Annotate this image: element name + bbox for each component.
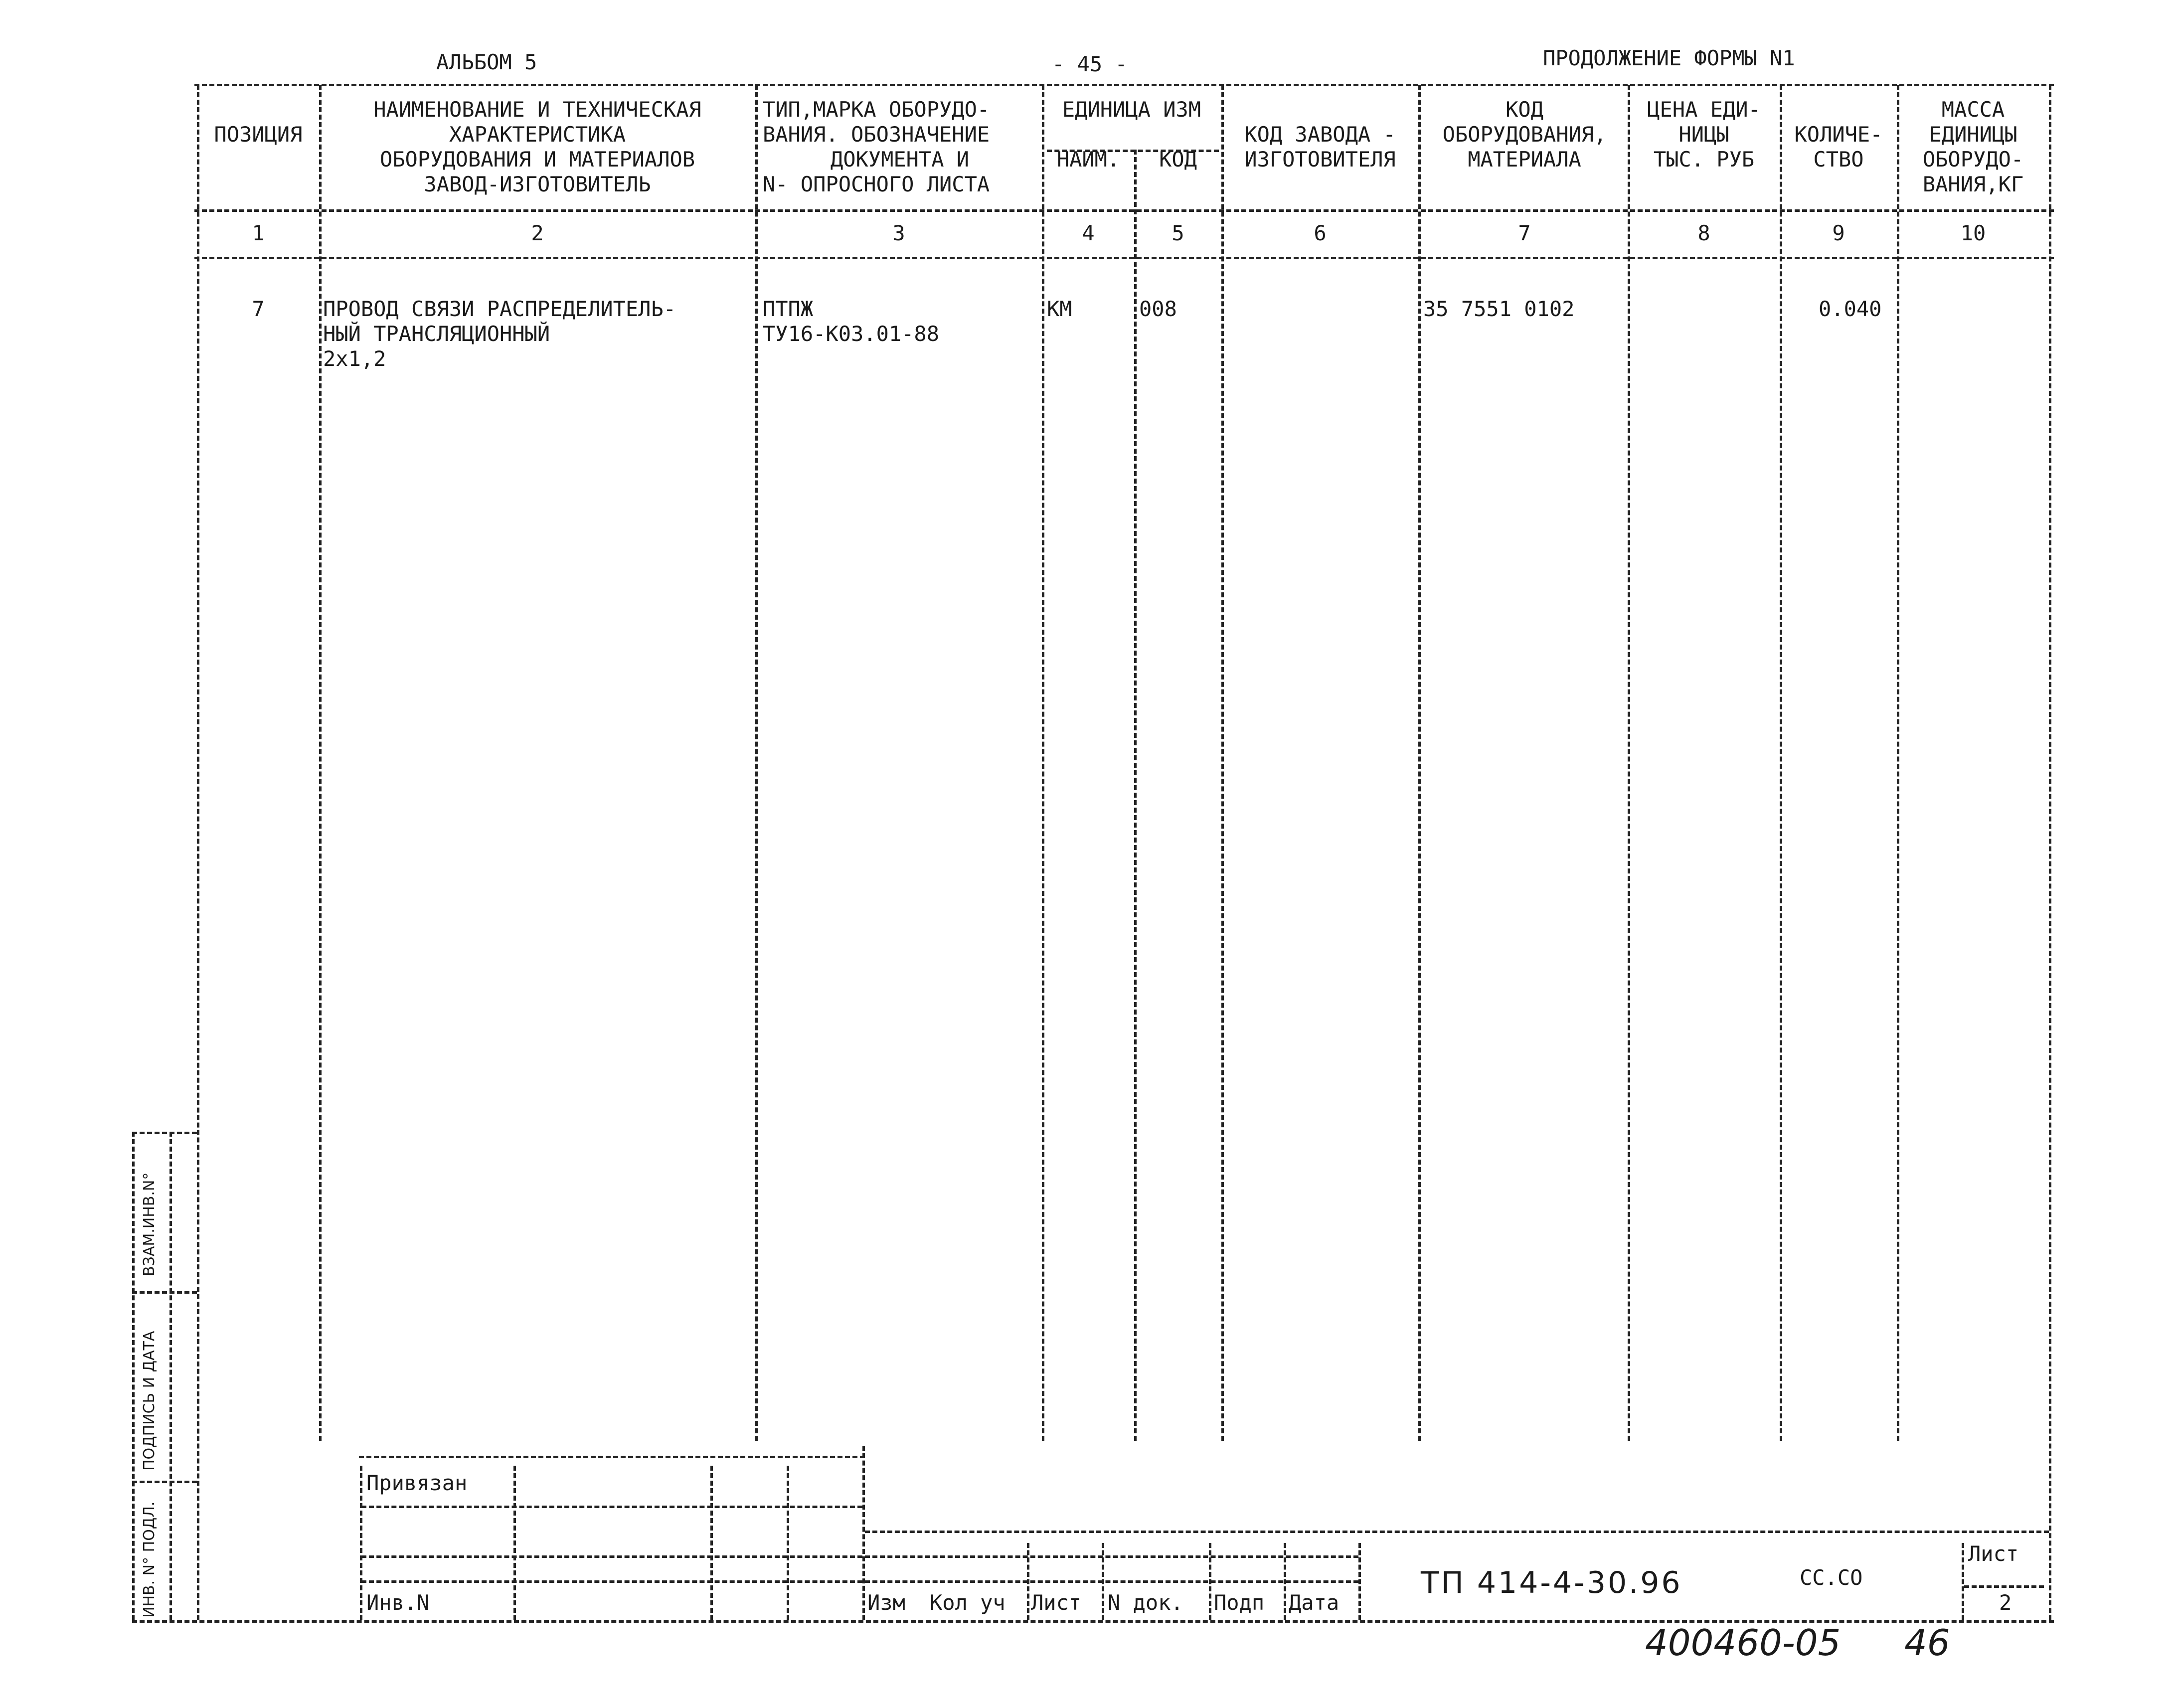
title-block-top-rule xyxy=(359,1456,865,1458)
side-stamp-right-rule xyxy=(169,1132,172,1620)
side-stamp-rule-2 xyxy=(132,1291,197,1294)
title-block-divider xyxy=(862,1446,865,1620)
col-number-9: 9 xyxy=(1832,221,1845,245)
title-block-row-rule-1 xyxy=(361,1506,862,1508)
col-header-3-line-2: ВАНИЯ. ОБОЗНАЧЕНИЕ xyxy=(763,122,990,147)
row-type-line-1: ПТПЖ xyxy=(763,297,814,321)
sign-col-rule-3 xyxy=(1209,1543,1211,1620)
page-number: - 45 - xyxy=(1052,52,1128,76)
header-bottom-rule xyxy=(194,209,2054,212)
title-block-row-rule-3 xyxy=(361,1580,862,1583)
sign-col-rule-4 xyxy=(1284,1543,1286,1620)
row-unit-name: КМ xyxy=(1047,297,1072,321)
col-header-3-line-1: ТИП,МАРКА ОБОРУДО- xyxy=(763,97,990,122)
sign-col-rule-2 xyxy=(1102,1543,1104,1620)
title-block-col-rule-2 xyxy=(710,1466,713,1620)
col-number-5: 5 xyxy=(1172,221,1184,245)
col-header-7-line-3: МАТЕРИАЛА xyxy=(1468,147,1581,171)
sign-col-rule-5 xyxy=(1358,1543,1361,1620)
col-header-6-line-1: КОД ЗАВОДА - xyxy=(1244,122,1396,147)
col-number-4: 4 xyxy=(1082,221,1095,245)
col-header-6-line-2: ИЗГОТОВИТЕЛЯ xyxy=(1244,147,1396,171)
col-header-4: НАИМ. xyxy=(1056,147,1120,171)
col-number-7: 7 xyxy=(1518,221,1531,245)
sheet-box-divider xyxy=(1964,1585,2044,1588)
col-divider-9 xyxy=(1897,85,1899,1441)
sheet-number: 2 xyxy=(1999,1590,2012,1615)
count-label: Кол уч xyxy=(930,1590,1006,1615)
handwritten-archive-number: 400460-05 xyxy=(1645,1622,1841,1664)
numbers-bottom-rule xyxy=(194,257,2054,259)
sheet-col-label: Лист xyxy=(1031,1590,1082,1615)
col-header-10-line-2: ЕДИНИЦЫ xyxy=(1929,122,2017,147)
title-block-col-rule-3 xyxy=(787,1466,789,1620)
col-divider-7 xyxy=(1628,85,1630,1441)
form-continuation: ПРОДОЛЖЕНИЕ ФОРМЫ N1 xyxy=(1543,46,1795,70)
col-header-3-line-4: N- ОПРОСНОГО ЛИСТА xyxy=(763,172,990,196)
col-header-9-line-2: СТВО xyxy=(1813,147,1864,171)
replaced-inv-label: ВЗАМ.ИНВ.N° xyxy=(141,1172,158,1276)
table-left-border xyxy=(197,85,199,1620)
side-stamp-top-rule xyxy=(132,1132,197,1134)
col-number-6: 6 xyxy=(1314,221,1327,245)
sheet-label: Лист xyxy=(1968,1541,2019,1566)
col-divider-4 xyxy=(1134,150,1137,1441)
col-divider-6 xyxy=(1418,85,1421,1441)
col-header-7-line-2: ОБОРУДОВАНИЯ, xyxy=(1442,122,1607,147)
doc-no-label: N док. xyxy=(1108,1590,1183,1615)
col-header-10-line-3: ОБОРУДО- xyxy=(1922,147,2024,171)
title-block-row-rule-2 xyxy=(361,1555,862,1558)
title-block-mid-rule xyxy=(865,1531,2049,1533)
col-divider-3 xyxy=(1042,85,1044,1441)
col-divider-8 xyxy=(1780,85,1782,1441)
side-stamp-left-rule xyxy=(132,1132,135,1620)
col-number-3: 3 xyxy=(892,221,905,245)
col-header-8-line-2: НИЦЫ xyxy=(1678,122,1729,147)
document-code: ТП 414-4-30.96 xyxy=(1421,1565,1682,1600)
col-header-10-line-4: ВАНИЯ,КГ xyxy=(1922,172,2024,196)
col-divider-2 xyxy=(755,85,758,1441)
row-quantity: 0.040 xyxy=(1819,297,1882,321)
sheet-box-rule xyxy=(1962,1543,1964,1620)
row-name-line-1: ПРОВОД СВЯЗИ РАСПРЕДЕЛИТЕЛЬ- xyxy=(323,297,676,321)
album-label: АЛЬБОМ 5 xyxy=(436,50,537,74)
sign-col-rule-1 xyxy=(1027,1543,1029,1620)
title-block-col-rule-1 xyxy=(513,1466,516,1620)
bound-label: Привязан xyxy=(366,1471,468,1495)
signature-label: Подп xyxy=(1214,1590,1265,1615)
col-number-2: 2 xyxy=(531,221,544,245)
col-header-8-line-1: ЦЕНА ЕДИ- xyxy=(1647,97,1761,122)
col-number-8: 8 xyxy=(1697,221,1710,245)
col-divider-5 xyxy=(1221,85,1224,1441)
inv-no-label: Инв.N xyxy=(366,1590,430,1615)
col-header-5: КОД xyxy=(1159,147,1197,171)
row-equipment-code: 35 7551 0102 xyxy=(1423,297,1575,321)
col-divider-1 xyxy=(319,85,322,1441)
row-unit-code: 008 xyxy=(1139,297,1177,321)
col-header-2-line-1: НАИМЕНОВАНИЕ И ТЕХНИЧЕСКАЯ xyxy=(373,97,701,122)
col-header-3-line-3: ДОКУМЕНТА И xyxy=(830,147,970,171)
row-name-line-2: НЫЙ ТРАНСЛЯЦИОННЫЙ xyxy=(323,322,550,346)
signature-date-label: ПОДПИСЬ И ДАТА xyxy=(141,1331,158,1471)
col-number-10: 10 xyxy=(1960,221,1986,245)
col-header-7-line-1: КОД xyxy=(1506,97,1543,122)
inv-original-label: ИНВ. N° ПОДЛ. xyxy=(141,1501,158,1618)
col-header-2-line-4: ЗАВОД-ИЗГОТОВИТЕЛЬ xyxy=(424,172,651,196)
side-stamp-rule-3 xyxy=(132,1481,197,1483)
table-right-border xyxy=(2049,85,2051,1620)
col-number-1: 1 xyxy=(252,221,265,245)
unit-group-header: ЕДИНИЦА ИЗМ xyxy=(1062,97,1201,122)
col-header-9-line-1: КОЛИЧЕ- xyxy=(1794,122,1883,147)
col-header-1: ПОЗИЦИЯ xyxy=(214,122,303,147)
handwritten-page-number: 46 xyxy=(1904,1622,1950,1664)
table-top-rule xyxy=(194,84,2054,86)
title-block-left-rule xyxy=(360,1466,362,1620)
row-position: 7 xyxy=(252,297,265,321)
date-label: Дата xyxy=(1289,1590,1340,1615)
col-header-2-line-3: ОБОРУДОВАНИЯ И МАТЕРИАЛОВ xyxy=(379,147,695,171)
row-type-line-2: ТУ16-К03.01-88 xyxy=(763,322,940,346)
col-header-8-line-3: ТЫС. РУБ xyxy=(1653,147,1755,171)
col-header-2-line-2: ХАРАКТЕРИСТИКА xyxy=(449,122,626,147)
section-code: СС.СО xyxy=(1800,1565,1863,1590)
col-header-10-line-1: МАССА xyxy=(1941,97,2005,122)
change-label: Изм xyxy=(867,1590,905,1615)
row-name-line-3: 2х1,2 xyxy=(323,346,386,371)
